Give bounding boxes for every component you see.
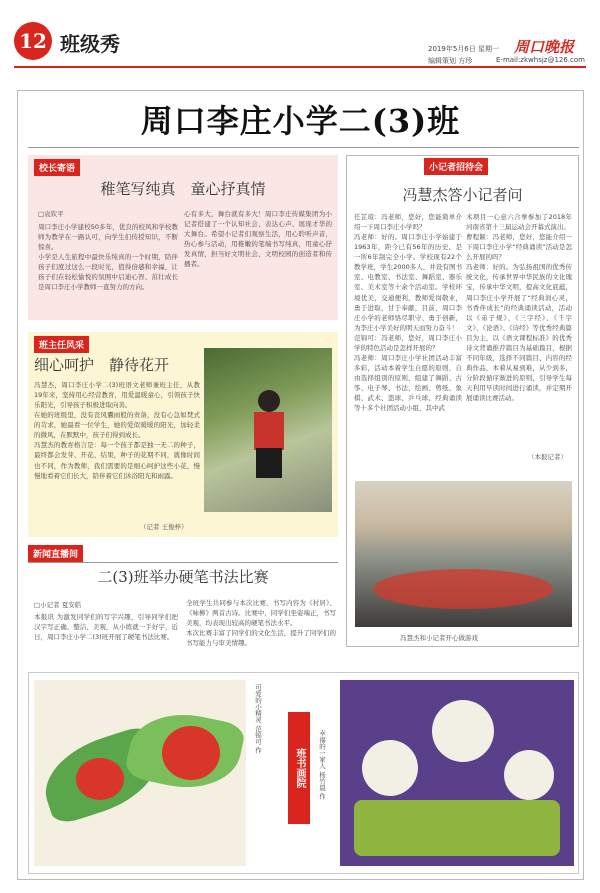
- cat-head-left: [362, 740, 418, 796]
- principal-author: □袁钦平: [38, 210, 64, 218]
- news-tag: 新闻直播间: [28, 545, 83, 562]
- portrait-skirt: [256, 448, 282, 478]
- contact-email: E-mail:zkwhsjz@126.com: [496, 56, 585, 64]
- principal-p1: 周口李庄小学建校50多年，优良的校风和学校教师为教学在一路认可，向学生们传授知识，不断惊喜。: [38, 223, 178, 252]
- newspaper-logo: 周口晚报: [514, 38, 575, 56]
- title-rule: [28, 147, 579, 148]
- news-col1: 本报讯 为激发同学们的写字兴趣，引导同学们把汉字写正确、整洁、美观，从小练就一手好字，近日，周口李庄小学二(3)班开展了硬笔书法比赛。: [34, 613, 178, 642]
- teacher-p2: 在她的班级里，没有丧风囊雨般的责备，没有心急如焚式的苛求，她最看一位学生，她的爱似暖暖的阳光，加轻柔的微风，在默默中，孩子们得到成长。: [34, 411, 200, 440]
- editor-credit: 编辑策划 方珍: [428, 57, 473, 65]
- cat-head-center: [432, 700, 494, 762]
- reporter-col1: 任芷瑄：冯老师，您好，您能简单介绍一下周口李庄小学吗？ 冯老师：好的。周口李庄小学始建于1963年，距今已有56年的历史，是一所6年制完全小学。学校现有22个教学班，学生2000多人，并设有图书室、电教室、书法室、舞蹈室、器乐室、美术室等十余个活动室。学校环境优美，交通便利，教师爱岗敬业，勇于进取，甘于奉献，目前，周口李庄小学的老师恪尽职守、勇于创新，为李庄小学美好的明天而努力奋斗！ 范锦可：冯老师，您好，周口李庄小学的特色活动是怎样开展的？ 冯老师：周口李庄小学社团活动丰富多彩，活动本着学生自愿的原则，自由选择组别的原则，组建了舞蹈、古筝、电子琴、书法、绘画、剪纸、象棋、武术、篮球、乒乓球、经典诵读等十多个社团活动小组，其中武: [354, 213, 462, 413]
- issue-date: 2019年5月6日 星期一: [428, 45, 499, 53]
- news-rule: [28, 562, 338, 563]
- principal-headline: 稚笔写纯真 童心抒真情: [100, 180, 266, 198]
- teacher-body: [34, 380, 200, 520]
- ladybug-large: [162, 726, 220, 780]
- teacher-portrait-photo: [204, 348, 332, 512]
- section-title: 班级秀: [60, 32, 120, 56]
- gallery-tag: 班书画院: [288, 712, 310, 824]
- left-drawing-caption: 可爱的小精灵 范锦可 作: [254, 684, 262, 754]
- reporter-game-photo: [355, 481, 572, 627]
- principal-col1: [38, 222, 178, 316]
- ladybug-small: [76, 758, 124, 800]
- reporter-tag: 小记者招待会: [424, 158, 488, 175]
- principal-p2: 小学是人生旅程中最快乐纯真的一个时期，陪伴孩子们度过这么一段时光，值得倍感和幸福，让孩子们在轻松愉悦的氛围中启迪心智、茁壮成长是周口李庄小学教师一直努力的方向。: [38, 253, 178, 292]
- cat-family-drawing: [340, 680, 574, 866]
- reporter-byline: （本报记者）: [528, 453, 567, 461]
- ladybug-drawing: [34, 680, 246, 866]
- reporter-photo-caption: 冯慧杰和小记者开心做游戏: [400, 634, 478, 642]
- principal-tag: 校长寄语: [34, 159, 80, 176]
- header-rule: [14, 66, 586, 68]
- portrait-head: [258, 390, 280, 412]
- reporter-col2: 术项目一心意六合拳参加了2018年河南省第十三届运动会开幕式演出。 曹程颖：冯老师，您好，您能介绍一下周口李庄小学“经典诵读”活动是怎么开展的吗？ 冯老师：好的。为弘扬祖国的优秀传统文化，传承世界中华民族的文化瑰宝，传承中华文明，提高文化底蕴，周口李庄小学开展了“经典润心灵，书香伴成长”的经典诵读活动，活动以《弟子规》、《三字经》、《千字文》、《论语》、《诗经》等优秀经典篇目为主，以《语文课程标准》的优秀诗文背诵推荐篇目为基础篇目，根据不同年级，选择不同篇目、内容的经典作品，本着从易到难，从少到多，分阶段循序渐进的原则，引导学生每天利用早读时间进行诵读，并定期开展诵读比赛活动。: [466, 213, 572, 403]
- cat-bodies: [354, 800, 560, 856]
- news-author: □小记者 夏安皓: [34, 601, 82, 609]
- teacher-headline: 细心呵护 静待花开: [34, 356, 170, 374]
- news-headline: 二(3)班举办硬笔书法比赛: [97, 568, 269, 586]
- main-title: 周口李庄小学二(3)班: [140, 102, 461, 140]
- portrait-shirt: [254, 412, 284, 450]
- teacher-p3: 冯慧杰的教育格言是：每一个孩子都是独一无二的种子，最终都会发芽、开花、结果，种子的花期不同，就像时间也不同，作为教师，我们需要的是细心呵护这些小花，慢慢地看着它们长大，陪伴着它们沐浴阳光和雨露。: [34, 441, 200, 480]
- principal-p3: 心有多大，舞台就有多大！周口李庄传媒集团为小记者搭建了一个认知社会、表达心声、展现才华的大舞台。希望小记者们观察生活，用心聆听声音，热心参与活动，用稚嫩的笔端书写纯真，用童心抒发真情，担当好文明社会、文明校园的创造者和传播者。: [184, 210, 332, 269]
- teacher-p1: 冯慧杰，周口李庄小学二(3)班语文老师兼班主任，从教19年来，坚持用心经营教育，用爱温暖童心，引领孩子快乐阳光，引导孩子积极进取向善。: [34, 381, 200, 410]
- teacher-tag: 班主任风采: [34, 336, 89, 353]
- news-col2: 全班学生共同参与本次比赛，书写内容为《村居》、《咏柳》两首古诗。比赛中，同学们坐姿端正，书写美观，均表现出较高的硬笔书法水平。 本次比赛丰富了同学们的文化生活，提升了同学们的书写能力与审美情趣。: [186, 599, 336, 648]
- principal-col2: [184, 209, 332, 316]
- page-number-badge: 12: [14, 22, 52, 60]
- cat-head-right: [504, 750, 554, 800]
- teacher-byline: （记者 王俊梓）: [140, 523, 188, 531]
- children-circle: [373, 569, 553, 609]
- right-drawing-caption: 幸福的一家人 杨竹晨 作: [318, 730, 326, 800]
- reporter-headline: 冯慧杰答小记者问: [402, 186, 523, 204]
